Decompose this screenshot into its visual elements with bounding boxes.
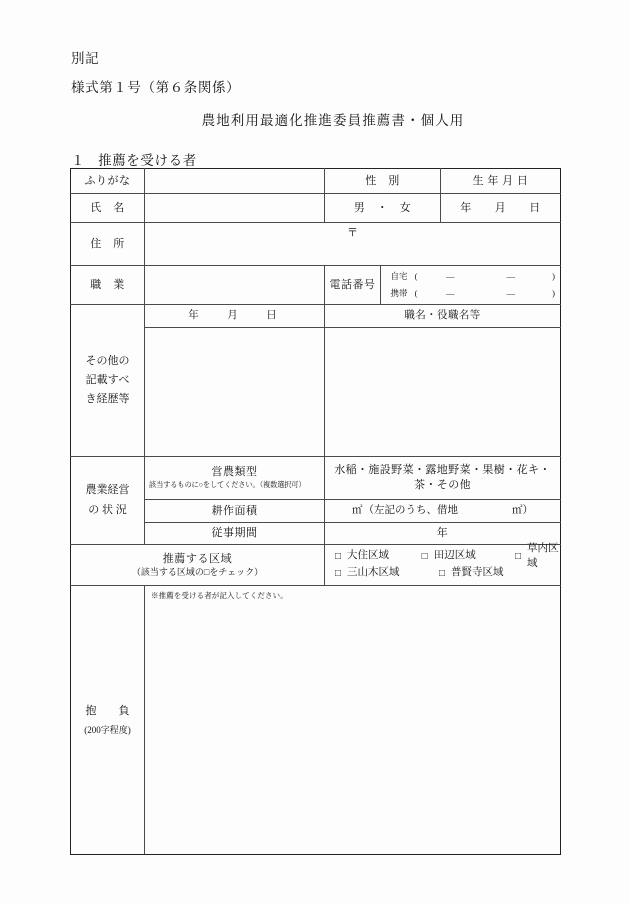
birthdate-input[interactable]: 年 月 日 [441,194,561,223]
phone-mobile-dash-1: ― [446,287,455,298]
table-row-service-period [71,523,561,545]
recommendation-form-table [70,168,561,855]
cultivated-area-label: 耕作面積 [145,500,325,523]
career-title-input[interactable] [325,328,561,457]
career-label-line-3: き経歴等 [85,393,130,406]
appendix-label: 別記 [71,51,100,66]
career-label-line-2: 記載すべ [85,373,130,386]
occupation-input[interactable] [145,266,325,305]
phone-home-label: 自宅 [390,270,408,281]
district-label-osumi: 大住区域 [347,550,390,562]
checkbox-icon: □ [335,550,342,562]
phone-label: 電話番号 [325,266,381,305]
district-checkbox-tanabe[interactable] [422,549,515,563]
phone-home-dash-1: ― [446,270,455,281]
aspiration-sublabel: (200字程度) [84,724,131,735]
page-title: 農地利用最適化推進委員推薦書・個人用 [201,113,465,128]
table-row-address [71,223,561,266]
aspiration-note: ※推薦を受ける者が記入してください。 [151,591,288,600]
cultivated-area-unit-1: ㎡ [352,504,363,516]
district-row-1 [335,543,560,569]
farm-type-note: 該当するものに○をしてください。（複数選択可） [149,481,306,490]
district-label-kusauchi: 草内区域 [527,543,559,569]
farm-type-options[interactable]: 水稲・施設野菜・露地野菜・果樹・花キ・茶・その他 [325,457,561,500]
career-label-line-1: その他の [85,354,130,367]
phone-mobile-row[interactable] [381,285,560,302]
name-input[interactable] [145,194,325,223]
district-row-2 [335,565,560,582]
district-checkbox-osumi[interactable] [335,549,422,563]
phone-mobile-dash-2: ― [506,287,515,298]
phone-home-dash-2: ― [506,270,515,281]
gender-label: 性 別 [325,169,441,194]
phone-mobile-label: 携帯 [390,287,408,298]
checkbox-icon: □ [514,550,522,562]
district-label-cell [71,545,325,586]
table-row-furigana [71,169,561,194]
career-date-header: 年 月 日 [145,305,325,328]
career-title-header: 職名・役職名等 [325,305,561,328]
checkbox-icon: □ [439,567,446,579]
cultivated-area-text: （左記のうち、借地 [363,504,458,516]
aspiration-label-cell [71,586,145,855]
farm-status-label-line-2: の 状 況 [88,503,127,516]
farm-type-label: 営農類型 [211,466,258,479]
phone-home-open-paren: ( [414,270,418,281]
career-date-input[interactable] [145,328,325,457]
phone-mobile-open-paren: ( [414,287,418,298]
farm-status-label-line-1: 農業経営 [85,484,130,497]
address-label: 住 所 [71,223,145,266]
service-period-input[interactable]: 年 [325,523,561,545]
table-row-aspiration [71,586,561,855]
cultivated-area-unit-2: ㎡） [512,504,533,516]
phone-home-row[interactable] [381,268,560,285]
service-period-label: 従事期間 [145,523,325,545]
occupation-label: 職 業 [71,266,145,305]
postal-mark-icon: 〒 [347,227,358,239]
address-input[interactable] [145,223,561,266]
phone-mobile-close-paren: ) [552,287,555,298]
table-row-districts [71,545,561,586]
district-checkbox-fugenji[interactable] [439,566,551,580]
table-row-farm-type [71,457,561,500]
cultivated-area-input[interactable] [325,500,561,523]
section-number: １ [71,153,86,168]
name-label: 氏 名 [71,194,145,223]
table-row-occupation [71,266,561,305]
table-row-career-body [71,328,561,457]
farm-type-label-cell [145,457,325,500]
career-label [71,305,145,457]
section-heading [71,149,197,169]
furigana-label: ふりがな [71,169,145,194]
phone-home-close-paren: ) [552,270,555,281]
aspiration-input[interactable] [145,586,561,855]
form-number-label: 様式第１号（第６条関係） [71,80,241,95]
table-row-name [71,194,561,223]
section-title: 推薦を受ける者 [98,153,197,168]
table-row-cultivated-area [71,500,561,523]
aspiration-label: 抱 負 [85,705,130,717]
farm-status-label [71,457,145,545]
district-label-tanabe: 田辺区域 [433,550,476,562]
district-checkbox-group [325,545,561,586]
district-label-main: 推薦する区域 [162,552,233,565]
phone-input-group [381,266,561,305]
district-label-fugenji: 普賢寺区域 [451,567,504,579]
checkbox-icon: □ [335,567,342,579]
district-label-sub: （該当する区域の□をチェック） [131,567,264,578]
checkbox-icon: □ [421,550,428,562]
gender-options[interactable]: 男 ・ 女 [325,194,441,223]
birthdate-label: 生 年 月 日 [441,169,561,194]
furigana-input[interactable] [145,169,325,194]
district-label-miyamaki: 三山木区域 [347,567,400,579]
district-checkbox-miyamaki[interactable] [335,566,439,580]
table-row-career-header [71,305,561,328]
